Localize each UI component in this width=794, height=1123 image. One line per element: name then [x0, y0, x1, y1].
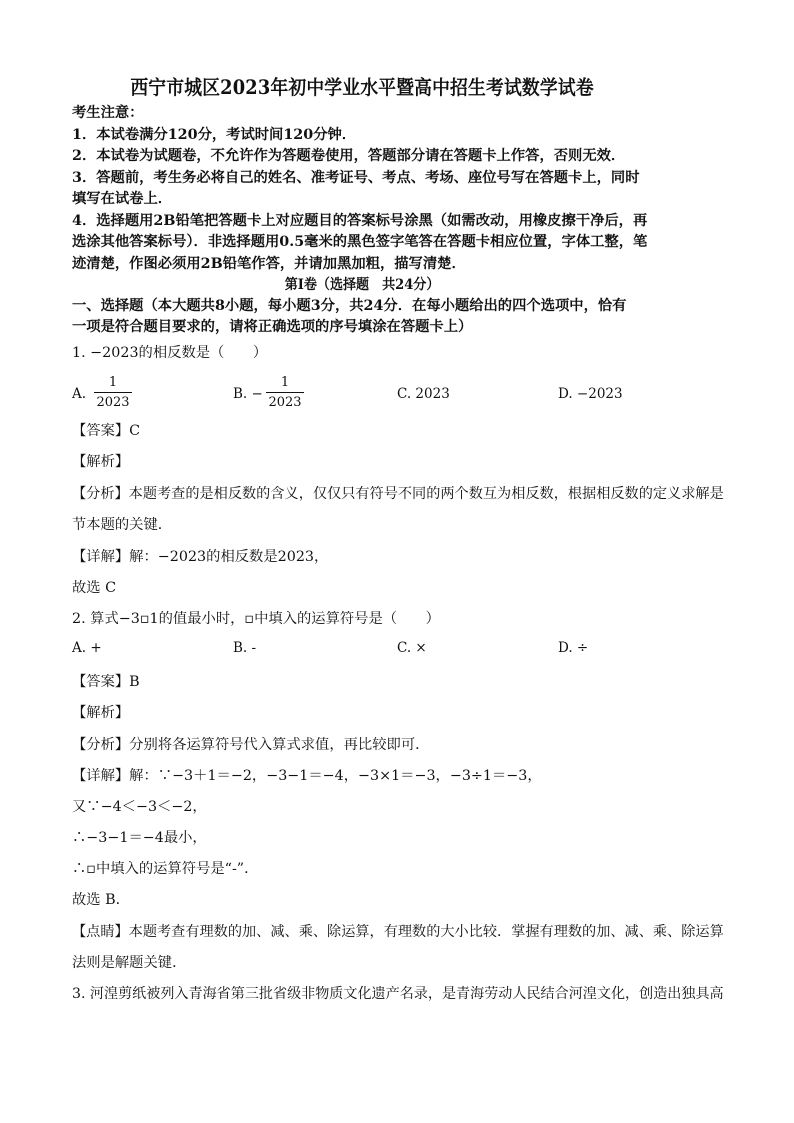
q2-option-a: A. +: [72, 640, 102, 656]
q2-dianjing: 【点睛】本题考查有理数的加、减、乘、除运算，有理数的大小比较．掌握有理数的加、减、乘、除运算: [72, 924, 724, 940]
q2-fenxi: 【分析】分别将各运算符号代入算式求值，再比较即可．: [72, 737, 430, 753]
question-1-stem: 1. −2023的相反数是（ ）: [72, 345, 268, 361]
q1-fenxi: 节本题的关键．: [72, 517, 173, 533]
section-instructions: 一项是符合题目要求的，请将正确选项的序号填涂在答题卡上）: [72, 319, 473, 335]
notice-line: 迹清楚，作图必须用2B铅笔作答，并请加黑加粗，描写清楚．: [72, 256, 466, 272]
notice-line: 1．本试卷满分120分，考试时间120分钟．: [72, 127, 357, 143]
question-3-stem: 3. 河湟剪纸被列入青海省第三批省级非物质文化遗产名录，是青海劳动人民结合河湟文化，创造出独具高: [72, 986, 724, 1002]
fraction-denominator: 2023: [268, 395, 302, 410]
fraction-numerator: 1: [108, 375, 118, 390]
q1-detail: 【详解】解：−2023的相反数是2023，: [72, 549, 329, 565]
q1-choose: 故选 C: [72, 580, 117, 596]
notice-line: 3．答题前，考生务必将自己的姓名、准考证号、考点、考场、座位号写在答题卡上，同时: [72, 170, 640, 186]
notice-line: 选涂其他答案标号）．非选择题用0.5毫米的黑色签字笔答在答题卡相应位置，字体工整，笔: [72, 234, 648, 250]
fraction-denominator: 2023: [96, 395, 130, 410]
notice-line: 2．本试卷为试题卷，不允许作为答题卷使用，答题部分请在答题卡上作答，否则无效．: [72, 148, 626, 164]
q1-option-b-label: B. −: [233, 386, 263, 402]
fraction-bar: [94, 392, 132, 393]
q2-option-c: C. ×: [397, 640, 427, 656]
q2-option-b: B. -: [233, 640, 257, 656]
q1-option-a-label: A.: [72, 386, 87, 402]
fraction-numerator: 1: [280, 375, 290, 390]
q2-choose: 故选 B．: [72, 892, 130, 908]
q2-option-d: D. ÷: [558, 640, 589, 656]
fraction-bar: [266, 392, 304, 393]
notice-line: 4．选择题用2B铅笔把答题卡上对应题目的答案标号涂黑（如需改动，用橡皮擦干净后，再: [72, 213, 648, 229]
q1-option-a-fraction: [94, 375, 132, 410]
q1-option-b-fraction: [266, 375, 304, 410]
q2-detail: ∴−3−1＝−4最小，: [72, 830, 207, 846]
page-title: 西宁市城区2023年初中学业水平暨高中招生考试数学试卷: [130, 76, 594, 99]
question-2-stem: 2. 算式−3▫1的值最小时，▫中填入的运算符号是（ ）: [72, 611, 440, 627]
q2-dianjing: 法则是解题关键．: [72, 955, 187, 971]
q2-answer: 【答案】B: [72, 674, 140, 690]
notice-line: 填写在试卷上．: [72, 191, 173, 207]
q2-analysis-tag: 【解析】: [72, 705, 130, 721]
q1-answer: 【答案】C: [72, 423, 141, 439]
q1-fenxi: 【分析】本题考查的是相反数的含义，仅仅只有符号不同的两个数互为相反数，根据相反数的定义求解是: [72, 486, 724, 502]
section-heading: 第Ⅰ卷（选择题 共24分）: [284, 277, 440, 293]
notice-heading: 考生注意：: [72, 105, 144, 121]
q2-detail: ∴▫中填入的运算符号是“-”．: [72, 861, 259, 877]
q2-detail: 【详解】解：∵−3＋1＝−2，−3−1＝−4，−3×1＝−3，−3÷1＝−3，: [72, 768, 542, 784]
q2-detail: 又∵−4＜−3＜−2，: [72, 799, 207, 815]
q1-option-c: C. 2023: [397, 386, 450, 402]
q1-option-d: D. −2023: [558, 386, 623, 402]
q1-analysis-tag: 【解析】: [72, 454, 130, 470]
section-instructions: 一、选择题（本大题共8小题，每小题3分，共24分．在每小题给出的四个选项中，恰有: [72, 298, 627, 314]
